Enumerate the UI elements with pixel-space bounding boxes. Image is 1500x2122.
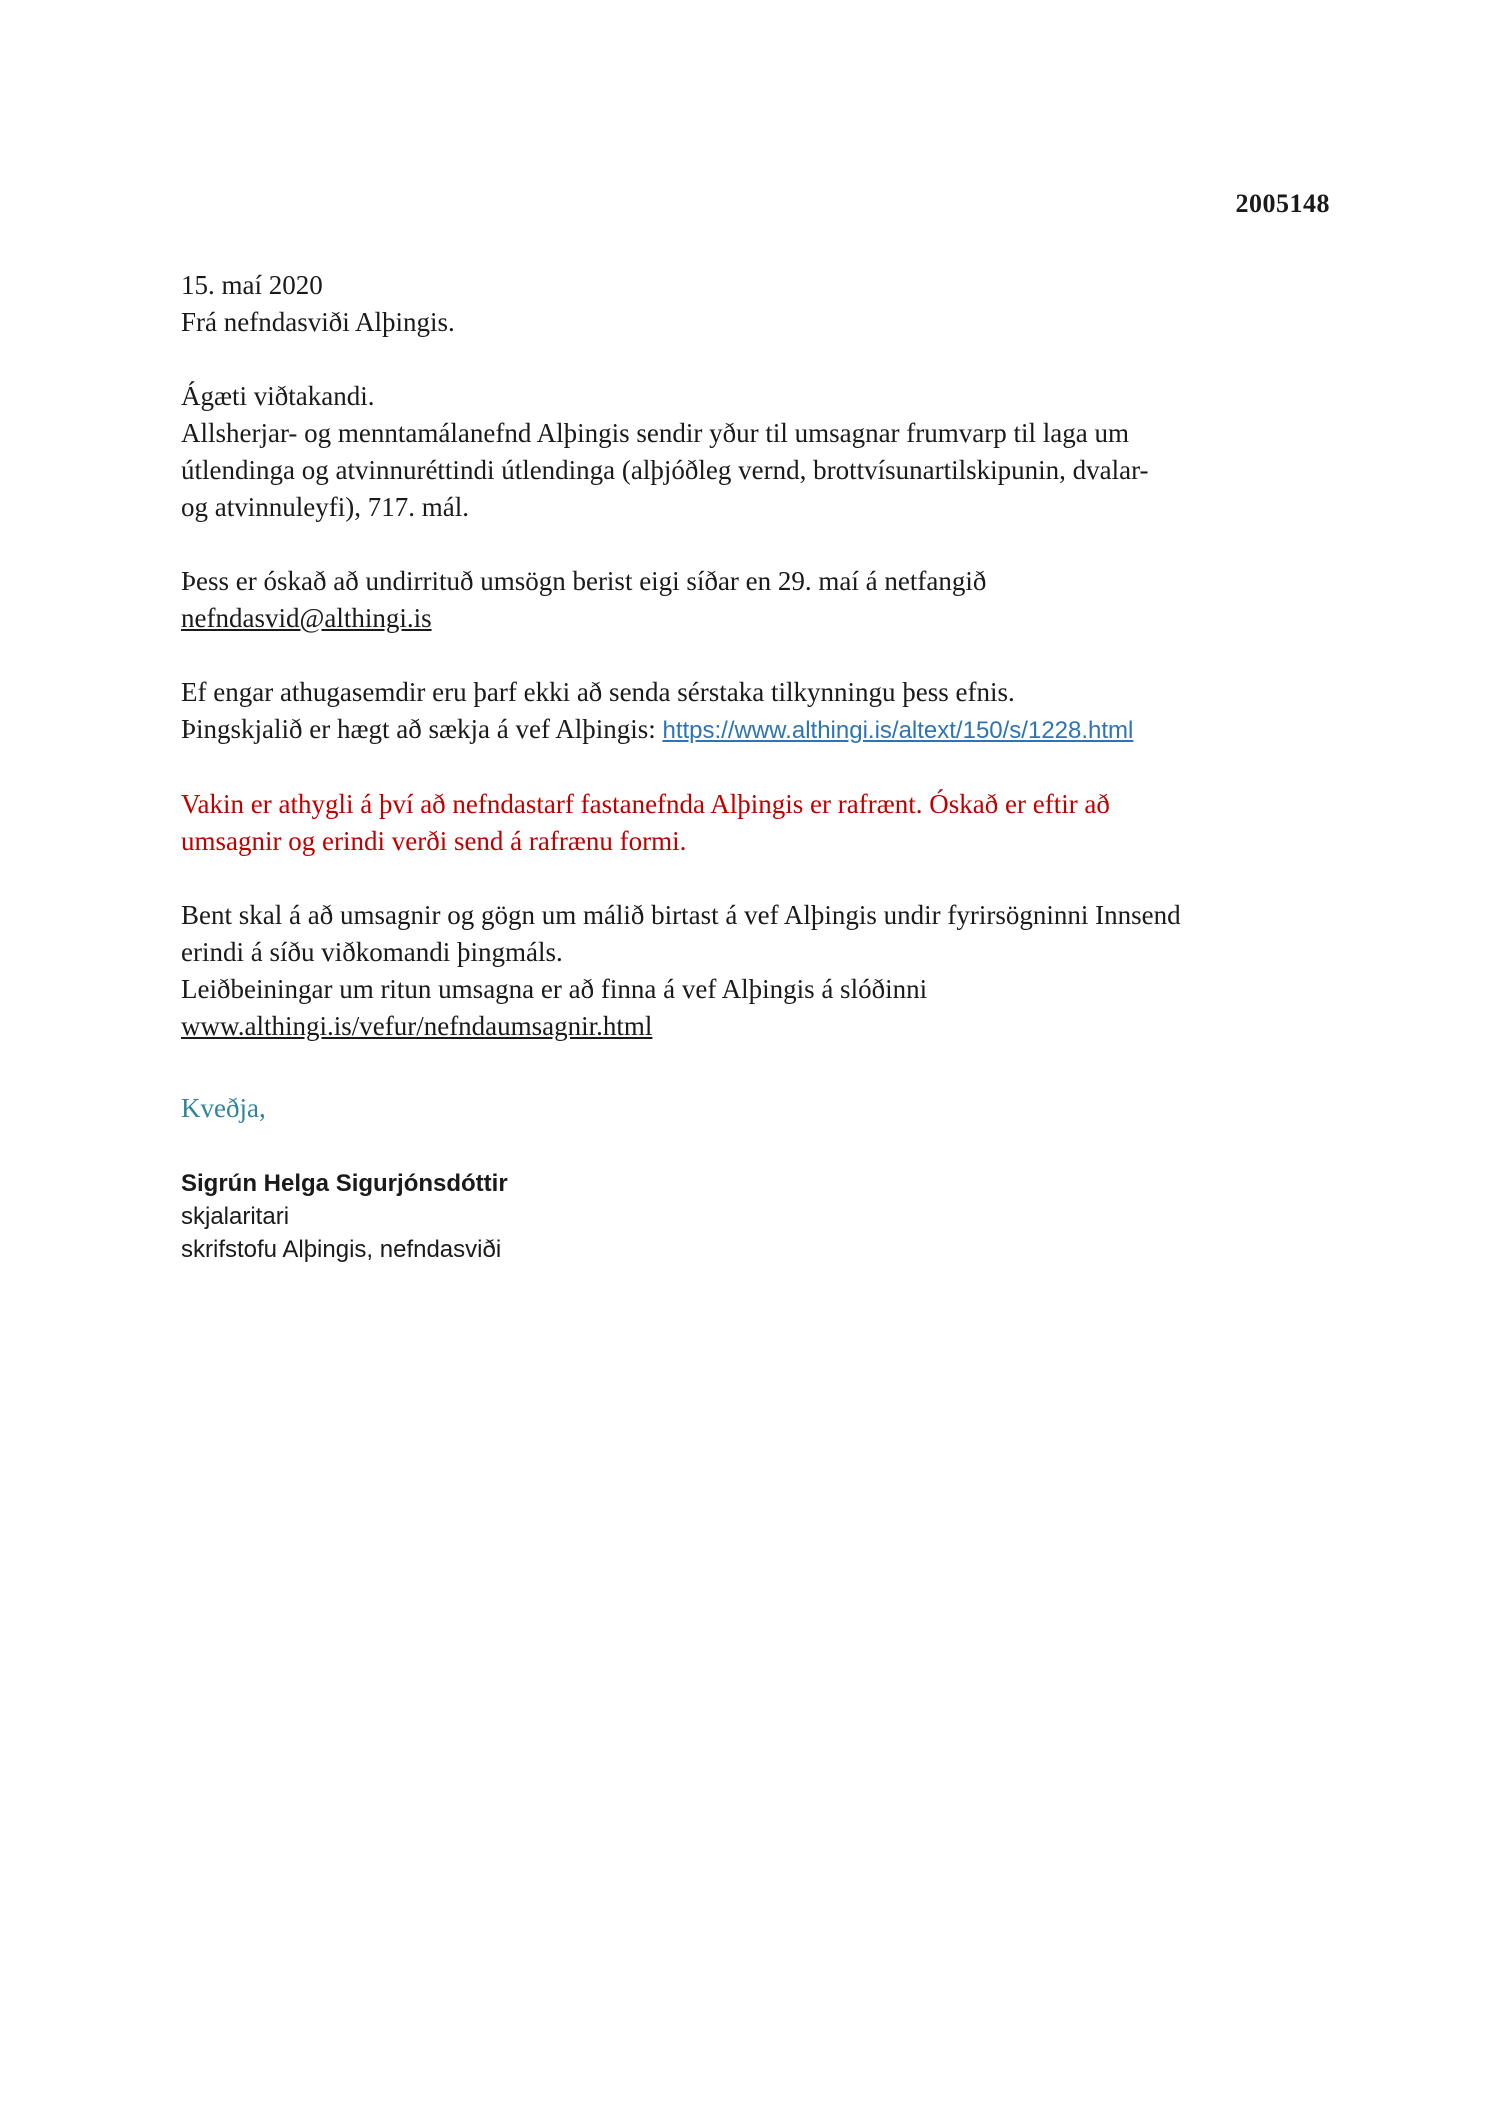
intro-line-3: og atvinnuleyfi), 717. mál. [181,492,469,522]
closing-line: Kveðja, [181,1093,266,1123]
guidelines-line: Leiðbeiningar um ritun umsagna er að finna á vef Alþingis á slóðinni [181,974,928,1004]
signature-title: skjalaritari [181,1203,290,1230]
publication-line-2: erindi á síðu viðkomandi þingmáls. [181,937,563,967]
publication-line-1: Bent skal á að umsagnir og gögn um málið birtast á vef Alþingis undir fyrirsögninni Innsend [181,900,1181,930]
header-block [181,267,1330,341]
electronic-notice-paragraph [181,786,1330,860]
deadline-line: Þess er óskað að undirrituð umsögn berist eigi síðar en 29. maí á netfangið [181,566,987,596]
publication-paragraph [181,897,1330,1045]
email-link[interactable]: nefndasvid@althingi.is [181,603,432,633]
intro-paragraph [181,378,1330,526]
from-line: Frá nefndasviði Alþingis. [181,307,455,337]
info-paragraph [181,674,1330,749]
document-link[interactable]: https://www.althingi.is/altext/150/s/1228.html [662,717,1134,744]
closing-block [181,1090,1330,1127]
info-line-1: Ef engar athugasemdir eru þarf ekki að senda sérstaka tilkynningu þess efnis. [181,677,1015,707]
deadline-paragraph [181,563,1330,637]
salutation-line: Ágæti viðtakandi. [181,381,375,411]
document-fetch-line [181,711,1330,749]
signature-block [181,1167,1330,1266]
signature-org: skrifstofu Alþingis, nefndasviði [181,1236,502,1263]
date-line: 15. maí 2020 [181,270,323,300]
signature-name: Sigrún Helga Sigurjónsdóttir [181,1170,508,1197]
intro-line-2: útlendinga og atvinnuréttindi útlendinga (alþjóðleg vernd, brottvísunartilskipunin, dvalar- [181,455,1149,485]
notice-line-2: umsagnir og erindi verði send á rafrænu formi. [181,826,687,856]
document-fetch-prefix: Þingskjalið er hægt að sækja á vef Alþingis: [181,714,663,744]
guidelines-link[interactable]: www.althingi.is/vefur/nefndaumsagnir.html [181,1011,653,1041]
intro-line-1: Allsherjar- og menntamálanefnd Alþingis sendir yður til umsagnar frumvarp til laga um [181,418,1129,448]
document-number: 2005148 [1235,189,1330,218]
notice-line-1: Vakin er athygli á því að nefndastarf fastanefnda Alþingis er rafrænt. Óskað er eftir að [181,789,1110,819]
